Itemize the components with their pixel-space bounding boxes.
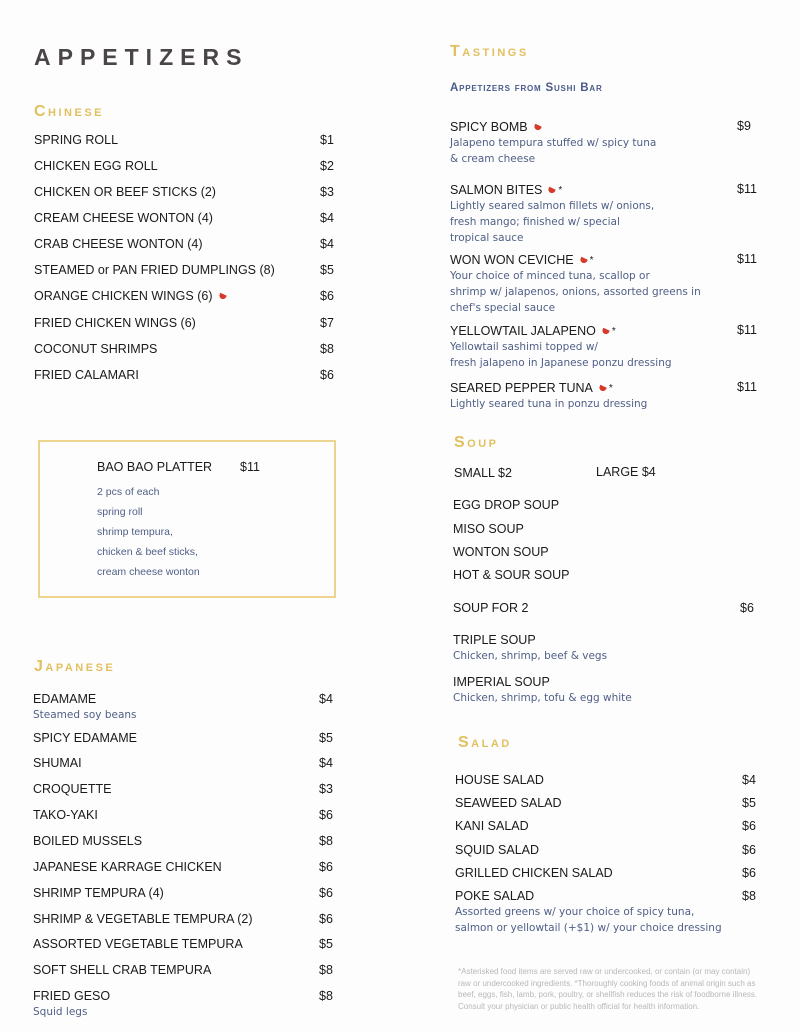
item-price: $8 bbox=[319, 834, 333, 848]
item-name: CRAB CHEESE WONTON (4) bbox=[34, 237, 203, 251]
platter-name: BAO BAO PLATTER bbox=[97, 460, 213, 474]
japanese-menu-item bbox=[33, 731, 137, 746]
item-name: STEAMED or PAN FRIED DUMPLINGS (8) bbox=[34, 263, 275, 277]
section-heading-tastings: Tastings bbox=[450, 43, 529, 60]
item-price: $11 bbox=[737, 323, 757, 337]
item-name: CROQUETTE bbox=[33, 782, 112, 796]
raw-item-asterisk: * bbox=[608, 383, 613, 394]
soup-menu-item bbox=[453, 545, 549, 560]
item-price: $6 bbox=[319, 912, 333, 926]
item-price: $7 bbox=[320, 316, 334, 330]
item-price: $4 bbox=[320, 211, 334, 225]
item-description: Squid legs bbox=[33, 1006, 88, 1018]
item-name: CHICKEN OR BEEF STICKS (2) bbox=[34, 185, 216, 199]
item-price: $8 bbox=[320, 342, 334, 356]
tastings-menu-item bbox=[450, 324, 672, 371]
item-name: SEARED PEPPER TUNA bbox=[450, 381, 593, 395]
tastings-menu-item bbox=[450, 253, 701, 316]
item-price: $4 bbox=[742, 773, 756, 787]
chili-pepper-icon bbox=[601, 328, 609, 335]
soup-menu-item bbox=[453, 498, 559, 513]
item-name: MISO SOUP bbox=[453, 522, 524, 536]
section-heading-salad: Salad bbox=[458, 734, 512, 751]
chinese-menu-item bbox=[34, 133, 118, 148]
item-price: $3 bbox=[319, 782, 333, 796]
page-title: APPETIZERS bbox=[34, 44, 249, 70]
item-price: $8 bbox=[742, 889, 756, 903]
item-price: $11 bbox=[737, 252, 757, 266]
raw-item-asterisk: * bbox=[611, 326, 616, 337]
chinese-menu-item bbox=[34, 237, 203, 252]
section-heading-soup: Soup bbox=[454, 434, 499, 451]
chinese-menu-item bbox=[34, 342, 157, 357]
japanese-menu-item bbox=[33, 937, 243, 952]
item-description: Chicken, shrimp, beef & vegs bbox=[453, 650, 608, 662]
japanese-menu-item bbox=[33, 912, 253, 927]
soup-menu-item bbox=[453, 675, 632, 706]
item-price: $5 bbox=[319, 937, 333, 951]
item-name: TRIPLE SOUP bbox=[453, 633, 536, 647]
soup-menu-item bbox=[453, 601, 528, 616]
item-name: EDAMAME bbox=[33, 692, 97, 706]
salad-menu-item bbox=[455, 866, 613, 881]
item-name: FRIED CHICKEN WINGS (6) bbox=[34, 316, 196, 330]
item-name: TAKO-YAKI bbox=[33, 808, 98, 822]
item-description: Jalapeno tempura stuffed w/ spicy tuna bbox=[450, 137, 657, 149]
item-price: $9 bbox=[737, 119, 751, 133]
item-description: shrimp w/ jalapenos, onions, assorted greens in bbox=[450, 286, 701, 298]
item-description: Yellowtail sashimi topped w/ bbox=[450, 341, 598, 353]
platter-line: cream cheese wonton bbox=[97, 566, 200, 578]
raw-food-disclaimer: *Asterisked food items are served raw or undercooked, or contain (or may contain) raw or undercooked ingredients. *Thoroughly cooking foods of animal origin such as beef, eggs, fish, lamb, pork, poultry, or shellfish reduces the risk of foodborne illness. Consult your physician or public health official for health information. bbox=[458, 967, 758, 1011]
item-name: IMPERIAL SOUP bbox=[453, 675, 550, 689]
chinese-menu-item bbox=[34, 289, 226, 304]
japanese-menu-item bbox=[33, 886, 164, 901]
item-description: Lightly seared tuna in ponzu dressing bbox=[450, 398, 648, 410]
chinese-menu-item bbox=[34, 159, 158, 174]
item-price: $3 bbox=[320, 185, 334, 199]
soup-menu-item bbox=[453, 522, 524, 537]
chinese-menu-item bbox=[34, 211, 213, 226]
salad-menu-item bbox=[455, 773, 544, 788]
item-name: EGG DROP SOUP bbox=[453, 498, 560, 512]
platter-line: shrimp tempura, bbox=[97, 526, 173, 538]
item-name: SHUMAI bbox=[33, 756, 82, 770]
item-description: salmon or yellowtail (+$1) w/ your choice dressing bbox=[455, 922, 722, 934]
item-name: SALMON BITES bbox=[450, 183, 543, 197]
item-price: $6 bbox=[319, 886, 333, 900]
salad-menu-item bbox=[455, 843, 539, 858]
item-description: & cream cheese bbox=[450, 153, 536, 165]
item-price: $1 bbox=[320, 133, 334, 147]
platter-line: chicken & beef sticks, bbox=[97, 546, 198, 558]
tastings-menu-item bbox=[450, 183, 654, 246]
platter-line: 2 pcs of each bbox=[97, 486, 160, 498]
item-name: SEAWEED SALAD bbox=[455, 796, 562, 810]
item-name: SPICY EDAMAME bbox=[33, 731, 137, 745]
chili-pepper-icon bbox=[218, 293, 226, 300]
item-price: $4 bbox=[319, 756, 333, 770]
item-price: $6 bbox=[319, 808, 333, 822]
item-description: Assorted greens w/ your choice of spicy tuna, bbox=[455, 906, 695, 918]
item-name: SOFT SHELL CRAB TEMPURA bbox=[33, 963, 212, 977]
item-name: POKE SALAD bbox=[455, 889, 535, 903]
item-name: HOT & SOUR SOUP bbox=[453, 568, 570, 582]
japanese-menu-item bbox=[33, 860, 222, 875]
tastings-menu-item bbox=[450, 120, 656, 167]
item-price: $6 bbox=[319, 860, 333, 874]
item-price: $5 bbox=[320, 263, 334, 277]
soup-large-price: LARGE $4 bbox=[596, 465, 656, 479]
item-name: CREAM CHEESE WONTON (4) bbox=[34, 211, 213, 225]
chinese-menu-item bbox=[34, 185, 216, 200]
item-name: SOUP FOR 2 bbox=[453, 601, 529, 615]
item-description: fresh jalapeno in Japanese ponzu dressing bbox=[450, 357, 672, 369]
item-name: BOILED MUSSELS bbox=[33, 834, 143, 848]
item-description: fresh mango; finished w/ special bbox=[450, 216, 620, 228]
item-name: WON WON CEVICHE bbox=[450, 253, 574, 267]
tastings-menu-item bbox=[450, 381, 647, 412]
platter-price: $11 bbox=[240, 460, 260, 474]
section-heading-japanese: Japanese bbox=[34, 658, 116, 675]
item-description: Steamed soy beans bbox=[33, 709, 137, 721]
tastings-subheading: Appetizers from Sushi Bar bbox=[450, 82, 603, 94]
item-price: $5 bbox=[319, 731, 333, 745]
item-price: $6 bbox=[320, 289, 334, 303]
item-price: $6 bbox=[742, 819, 756, 833]
item-price: $8 bbox=[319, 963, 333, 977]
japanese-menu-item bbox=[33, 782, 111, 797]
item-name: YELLOWTAIL JALAPENO bbox=[450, 324, 596, 338]
item-name: ASSORTED VEGETABLE TEMPURA bbox=[33, 937, 243, 951]
item-name: SHRIMP & VEGETABLE TEMPURA (2) bbox=[33, 912, 253, 926]
bao-bao-platter-box bbox=[38, 440, 336, 598]
item-price: $11 bbox=[737, 182, 757, 196]
japanese-menu-item bbox=[33, 756, 82, 771]
item-name: JAPANESE KARRAGE CHICKEN bbox=[33, 860, 222, 874]
salad-menu-item bbox=[455, 796, 562, 811]
item-description: chef's special sauce bbox=[450, 302, 556, 314]
item-name: HOUSE SALAD bbox=[455, 773, 544, 787]
item-price: $6 bbox=[740, 601, 754, 615]
item-name: SQUID SALAD bbox=[455, 843, 540, 857]
japanese-menu-item bbox=[33, 808, 98, 823]
platter-description bbox=[97, 482, 200, 582]
item-name: SPICY BOMB bbox=[450, 120, 528, 134]
salad-menu-item bbox=[455, 819, 529, 834]
chinese-menu-item bbox=[34, 316, 196, 331]
item-name: FRIED CALAMARI bbox=[34, 368, 139, 382]
item-description: Your choice of minced tuna, scallop or bbox=[450, 270, 650, 282]
item-price: $4 bbox=[319, 692, 333, 706]
item-description: Lightly seared salmon fillets w/ onions, bbox=[450, 200, 655, 212]
raw-item-asterisk: * bbox=[558, 185, 563, 196]
item-name: CHICKEN EGG ROLL bbox=[34, 159, 158, 173]
chinese-menu-item bbox=[34, 263, 275, 278]
chinese-menu-item bbox=[34, 368, 139, 383]
japanese-menu-item bbox=[33, 989, 110, 1020]
item-price: $6 bbox=[742, 866, 756, 880]
item-name: COCONUT SHRIMPS bbox=[34, 342, 158, 356]
section-heading-chinese: Chinese bbox=[34, 103, 105, 120]
item-name: WONTON SOUP bbox=[453, 545, 549, 559]
platter-line: spring roll bbox=[97, 506, 143, 518]
soup-menu-item bbox=[453, 633, 607, 664]
item-name: KANI SALAD bbox=[455, 819, 529, 833]
item-price: $8 bbox=[319, 989, 333, 1003]
item-name: SHRIMP TEMPURA (4) bbox=[33, 886, 164, 900]
item-name: FRIED GESO bbox=[33, 989, 111, 1003]
japanese-menu-item bbox=[33, 692, 137, 723]
chili-pepper-icon bbox=[548, 187, 556, 194]
soup-small-price: SMALL $2 bbox=[454, 466, 512, 480]
item-price: $6 bbox=[742, 843, 756, 857]
item-name: GRILLED CHICKEN SALAD bbox=[455, 866, 613, 880]
raw-item-asterisk: * bbox=[589, 255, 594, 266]
japanese-menu-item bbox=[33, 834, 142, 849]
salad-menu-item bbox=[455, 889, 722, 936]
item-price: $11 bbox=[737, 380, 757, 394]
chili-pepper-icon bbox=[579, 257, 587, 264]
item-name: SPRING ROLL bbox=[34, 133, 119, 147]
item-description: Chicken, shrimp, tofu & egg white bbox=[453, 692, 632, 704]
item-price: $2 bbox=[320, 159, 334, 173]
soup-menu-item bbox=[453, 568, 569, 583]
item-price: $6 bbox=[320, 368, 334, 382]
item-description: tropical sauce bbox=[450, 232, 524, 244]
item-price: $5 bbox=[742, 796, 756, 810]
japanese-menu-item bbox=[33, 963, 211, 978]
item-price: $4 bbox=[320, 237, 334, 251]
item-name: ORANGE CHICKEN WINGS (6) bbox=[34, 289, 213, 303]
chili-pepper-icon bbox=[598, 385, 606, 392]
chili-pepper-icon bbox=[533, 124, 541, 131]
